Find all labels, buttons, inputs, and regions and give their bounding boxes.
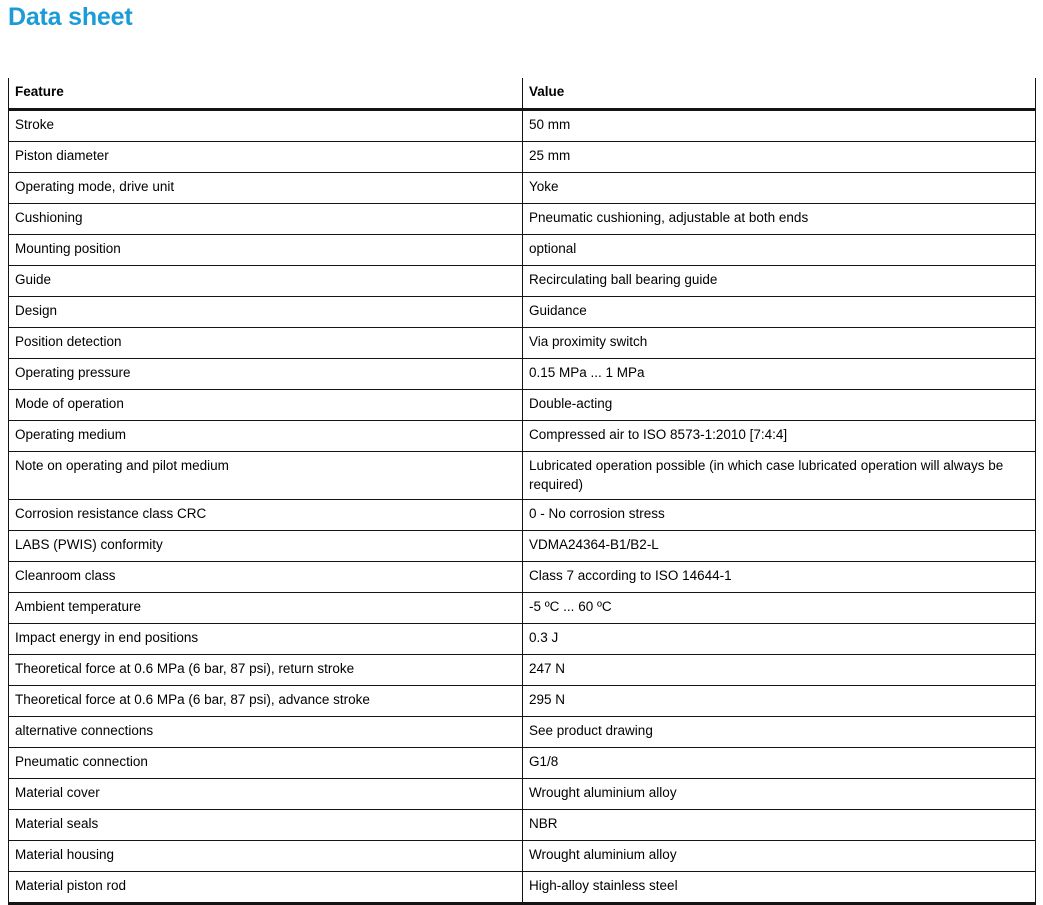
cell-value-text: optional bbox=[529, 241, 577, 256]
table-row bbox=[9, 624, 1036, 655]
cell-value bbox=[523, 359, 1036, 390]
cell-feature-text: Design bbox=[15, 303, 58, 318]
cell-feature bbox=[9, 266, 523, 297]
cell-value-text: Recirculating ball bearing guide bbox=[529, 272, 718, 287]
cell-feature-text: Operating mode, drive unit bbox=[15, 179, 175, 194]
cell-value bbox=[523, 810, 1036, 841]
cell-feature-text: Note on operating and pilot medium bbox=[15, 458, 229, 473]
table-row bbox=[9, 297, 1036, 328]
table-row bbox=[9, 748, 1036, 779]
cell-value bbox=[523, 328, 1036, 359]
cell-feature bbox=[9, 717, 523, 748]
table-body bbox=[9, 110, 1036, 904]
table-header-row bbox=[9, 78, 1036, 110]
cell-feature bbox=[9, 235, 523, 266]
table-row bbox=[9, 142, 1036, 173]
cell-feature bbox=[9, 686, 523, 717]
cell-value-text: Pneumatic cushioning, adjustable at both ends bbox=[529, 210, 809, 225]
cell-feature-text: Mode of operation bbox=[15, 396, 124, 411]
cell-value bbox=[523, 748, 1036, 779]
table-row bbox=[9, 531, 1036, 562]
cell-feature-text: Impact energy in end positions bbox=[15, 630, 199, 645]
cell-value-text: Class 7 according to ISO 14644-1 bbox=[529, 568, 732, 583]
cell-value-text: 0.3 J bbox=[529, 630, 559, 645]
table-row bbox=[9, 328, 1036, 359]
table-row bbox=[9, 810, 1036, 841]
cell-value-text: -5 ºC ... 60 ºC bbox=[529, 599, 612, 614]
cell-feature-text: Operating medium bbox=[15, 427, 127, 442]
cell-feature-text: Material cover bbox=[15, 785, 100, 800]
table-header bbox=[9, 78, 1036, 110]
cell-feature-text: Pneumatic connection bbox=[15, 754, 148, 769]
cell-feature-text: Cushioning bbox=[15, 210, 83, 225]
cell-value-text: Lubricated operation possible (in which case lubricated operation will always be required) bbox=[529, 458, 1004, 492]
cell-value bbox=[523, 655, 1036, 686]
cell-value-text: VDMA24364-B1/B2-L bbox=[529, 537, 659, 552]
table-row bbox=[9, 686, 1036, 717]
cell-value bbox=[523, 717, 1036, 748]
cell-feature bbox=[9, 359, 523, 390]
data-sheet-table-container bbox=[8, 78, 1035, 905]
table-row bbox=[9, 359, 1036, 390]
table-row bbox=[9, 390, 1036, 421]
cell-value bbox=[523, 593, 1036, 624]
table-row bbox=[9, 779, 1036, 810]
cell-value-text: 50 mm bbox=[529, 117, 571, 132]
table-row bbox=[9, 266, 1036, 297]
table-row bbox=[9, 173, 1036, 204]
cell-value-text: NBR bbox=[529, 816, 558, 831]
cell-value-text: Wrought aluminium alloy bbox=[529, 847, 677, 862]
cell-feature-text: LABS (PWIS) conformity bbox=[15, 537, 163, 552]
cell-value-text: Guidance bbox=[529, 303, 587, 318]
table-row bbox=[9, 562, 1036, 593]
cell-feature bbox=[9, 624, 523, 655]
cell-feature bbox=[9, 872, 523, 904]
cell-feature bbox=[9, 173, 523, 204]
cell-feature-text: Theoretical force at 0.6 MPa (6 bar, 87 psi), advance stroke bbox=[15, 692, 370, 707]
cell-feature bbox=[9, 297, 523, 328]
cell-feature-text: Operating pressure bbox=[15, 365, 131, 380]
table-row bbox=[9, 872, 1036, 904]
cell-value-text: 247 N bbox=[529, 661, 566, 676]
cell-value bbox=[523, 173, 1036, 204]
column-header-feature: Feature bbox=[9, 78, 523, 110]
cell-feature bbox=[9, 655, 523, 686]
cell-feature-text: Cleanroom class bbox=[15, 568, 116, 583]
table-row bbox=[9, 500, 1036, 531]
table-row bbox=[9, 421, 1036, 452]
cell-value-text: 0 - No corrosion stress bbox=[529, 506, 665, 521]
cell-feature bbox=[9, 110, 523, 142]
cell-value bbox=[523, 531, 1036, 562]
cell-feature bbox=[9, 748, 523, 779]
cell-value-text: Compressed air to ISO 8573-1:2010 [7:4:4] bbox=[529, 427, 788, 442]
cell-value bbox=[523, 452, 1036, 500]
cell-value-text: G1/8 bbox=[529, 754, 559, 769]
cell-feature-text: Ambient temperature bbox=[15, 599, 142, 614]
cell-feature-text: alternative connections bbox=[15, 723, 154, 738]
cell-feature-text: Material piston rod bbox=[15, 878, 127, 893]
cell-feature bbox=[9, 142, 523, 173]
table-row bbox=[9, 717, 1036, 748]
table-row bbox=[9, 204, 1036, 235]
cell-value bbox=[523, 562, 1036, 593]
cell-value-text: Via proximity switch bbox=[529, 334, 648, 349]
cell-feature-text: Material seals bbox=[15, 816, 99, 831]
cell-value bbox=[523, 110, 1036, 142]
cell-feature bbox=[9, 390, 523, 421]
cell-feature bbox=[9, 328, 523, 359]
table-row bbox=[9, 235, 1036, 266]
cell-value bbox=[523, 390, 1036, 421]
cell-feature-text: Piston diameter bbox=[15, 148, 109, 163]
cell-feature bbox=[9, 810, 523, 841]
cell-feature-text: Stroke bbox=[15, 117, 55, 132]
cell-value-text: See product drawing bbox=[529, 723, 653, 738]
cell-feature bbox=[9, 562, 523, 593]
table-row bbox=[9, 110, 1036, 142]
cell-value bbox=[523, 686, 1036, 717]
cell-feature bbox=[9, 204, 523, 235]
cell-feature-text: Material housing bbox=[15, 847, 115, 862]
cell-value bbox=[523, 297, 1036, 328]
cell-value bbox=[523, 500, 1036, 531]
cell-value bbox=[523, 779, 1036, 810]
cell-value-text: 295 N bbox=[529, 692, 566, 707]
column-header-value: Value bbox=[523, 78, 1036, 110]
data-sheet-table bbox=[8, 78, 1036, 905]
cell-value-text: Wrought aluminium alloy bbox=[529, 785, 677, 800]
table-row bbox=[9, 593, 1036, 624]
cell-feature bbox=[9, 531, 523, 562]
cell-feature-text: Theoretical force at 0.6 MPa (6 bar, 87 psi), return stroke bbox=[15, 661, 355, 676]
page-title: Data sheet bbox=[8, 3, 133, 31]
cell-value bbox=[523, 421, 1036, 452]
cell-feature bbox=[9, 421, 523, 452]
cell-value bbox=[523, 624, 1036, 655]
cell-value bbox=[523, 872, 1036, 904]
cell-feature-text: Position detection bbox=[15, 334, 122, 349]
cell-feature-text: Guide bbox=[15, 272, 52, 287]
cell-value-text: 25 mm bbox=[529, 148, 571, 163]
cell-value-text: Double-acting bbox=[529, 396, 613, 411]
cell-value-text: High-alloy stainless steel bbox=[529, 878, 678, 893]
cell-value bbox=[523, 841, 1036, 872]
table-row bbox=[9, 452, 1036, 500]
cell-value bbox=[523, 266, 1036, 297]
cell-value bbox=[523, 204, 1036, 235]
cell-feature bbox=[9, 841, 523, 872]
table-row bbox=[9, 655, 1036, 686]
cell-value-text: 0.15 MPa ... 1 MPa bbox=[529, 365, 645, 380]
cell-feature bbox=[9, 779, 523, 810]
cell-value bbox=[523, 142, 1036, 173]
cell-feature bbox=[9, 452, 523, 500]
cell-feature bbox=[9, 500, 523, 531]
cell-value bbox=[523, 235, 1036, 266]
cell-feature bbox=[9, 593, 523, 624]
table-row bbox=[9, 841, 1036, 872]
cell-feature-text: Corrosion resistance class CRC bbox=[15, 506, 207, 521]
cell-feature-text: Mounting position bbox=[15, 241, 121, 256]
cell-value-text: Yoke bbox=[529, 179, 559, 194]
